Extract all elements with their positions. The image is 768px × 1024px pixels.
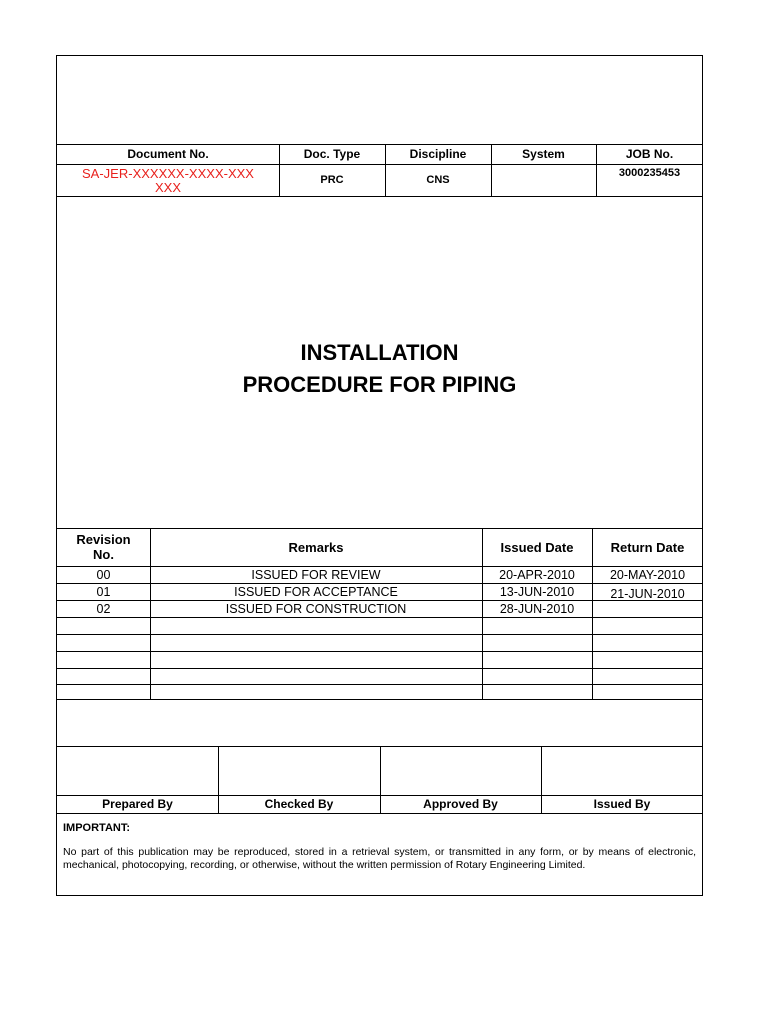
revision-issued-date: 20-APR-2010 xyxy=(499,567,575,582)
revision-remarks: ISSUED FOR CONSTRUCTION xyxy=(225,601,407,616)
revision-remarks: ISSUED FOR ACCEPTANCE xyxy=(234,584,398,599)
document-title-line2: PROCEDURE FOR PIPING xyxy=(242,372,517,397)
revision-remarks: ISSUED FOR REVIEW xyxy=(251,567,381,582)
document-frame xyxy=(56,55,703,896)
document-title-line1: INSTALLATION xyxy=(300,340,459,365)
revision-return-date: 20-MAY-2010 xyxy=(609,567,686,582)
prepared-by-label: Prepared By xyxy=(102,797,173,811)
revision-number: 02 xyxy=(96,601,111,616)
header-job-no-label: JOB No. xyxy=(625,147,674,161)
divider xyxy=(57,651,702,652)
important-notice-title: IMPORTANT: xyxy=(63,822,131,834)
revision-issued-date: 28-JUN-2010 xyxy=(499,601,575,616)
header-document-no-label: Document No. xyxy=(127,147,209,161)
issued-by-label: Issued By xyxy=(593,797,651,811)
revision-issued-date: 13-JUN-2010 xyxy=(499,584,575,599)
prepared-by-signature-box xyxy=(57,747,218,795)
document-number-value: SA-JER-XXXXXX-XXXX-XXXXXX xyxy=(82,165,254,195)
important-notice-text: No part of this publication may be reproduced, stored in a retrieval system, or transmitted in any form, or by means of electronic, mechanical, photocopying, recording, or otherwise, without the written permission of Rotary Engineering Limited. xyxy=(63,846,696,871)
revision-return-date: 21-JUN-2010 xyxy=(610,586,685,601)
revision-return-date xyxy=(592,600,703,617)
checked-by-signature-box xyxy=(218,747,380,795)
divider xyxy=(57,813,702,814)
doc-type-value: PRC xyxy=(320,174,344,186)
job-number-value: 3000235453 xyxy=(618,167,681,179)
return-date-header: Return Date xyxy=(610,539,685,555)
divider xyxy=(57,617,702,618)
revision-no-header: Revision No. xyxy=(76,532,131,562)
divider xyxy=(57,634,702,635)
header-doc-type-label: Doc. Type xyxy=(303,147,361,161)
approved-by-signature-box xyxy=(380,747,541,795)
issued-by-signature-box xyxy=(541,747,703,795)
issued-date-header: Issued Date xyxy=(500,539,574,555)
header-discipline-label: Discipline xyxy=(409,147,467,161)
system-value xyxy=(491,164,596,196)
divider xyxy=(57,684,702,685)
discipline-value: CNS xyxy=(426,174,450,186)
divider xyxy=(57,668,702,669)
header-system-label: System xyxy=(522,147,565,161)
checked-by-label: Checked By xyxy=(264,797,334,811)
remarks-header: Remarks xyxy=(288,539,344,555)
divider xyxy=(57,699,702,700)
approved-by-label: Approved By xyxy=(423,797,498,811)
divider xyxy=(57,196,702,197)
revision-number: 01 xyxy=(96,584,111,599)
revision-number: 00 xyxy=(96,567,111,582)
